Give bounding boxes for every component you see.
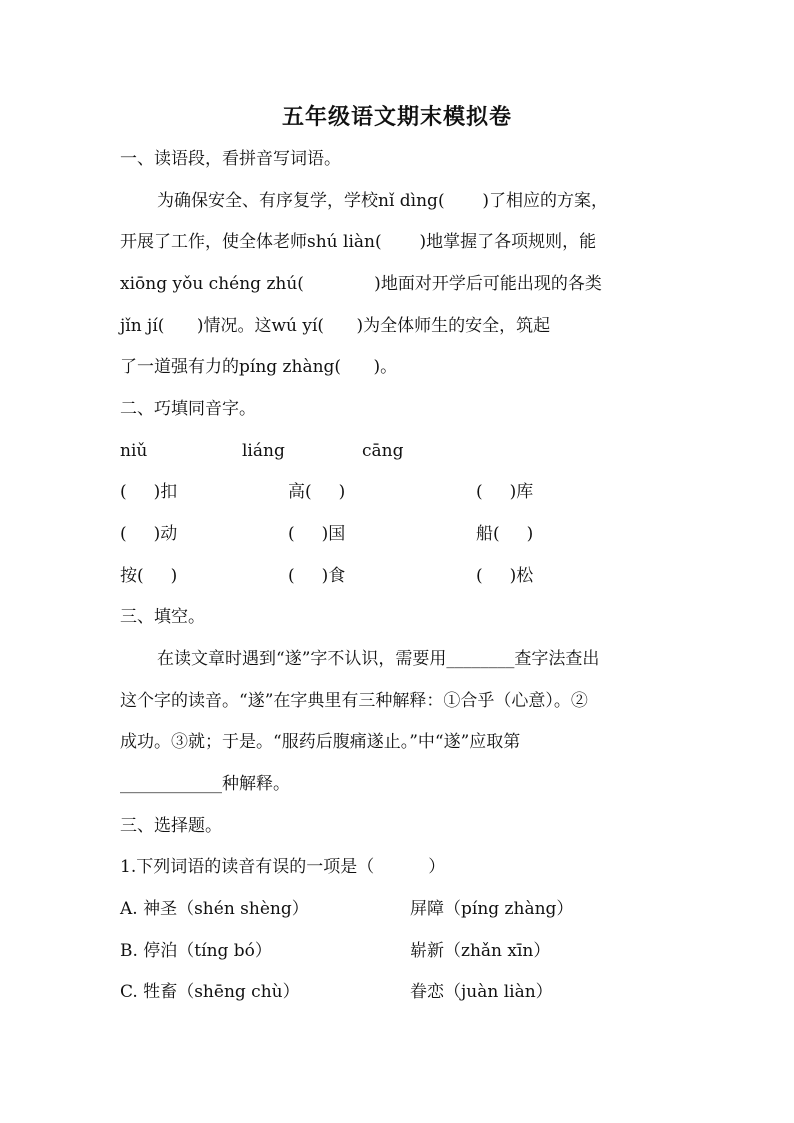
fill-cell: ( )库	[476, 482, 534, 502]
section3-line-1: 在读文章时遇到“遂”字不认识，需要用________查字法查出	[157, 649, 600, 669]
section1-line-3: xiōng yǒu chéng zhú( )地面对开学后可能出现的各类	[120, 274, 602, 294]
option-c-left: C. 牲畜（shēng chù）	[120, 982, 300, 1002]
section3-line-2: 这个字的读音。“遂”在字典里有三种解释：①合乎（心意）。②	[120, 691, 588, 711]
section1-heading: 一、读语段，看拼音写词语。	[120, 149, 341, 169]
question-1: 1.下列词语的读音有误的一项是（ ）	[120, 857, 446, 877]
pinyin-liang: liáng	[242, 441, 285, 461]
fill-cell: ( )扣	[120, 482, 178, 502]
fill-cell: 高( )	[288, 482, 346, 502]
option-b-left: B. 停泊（tíng bó）	[120, 941, 272, 961]
page-title: 五年级语文期末模拟卷	[281, 104, 512, 130]
section3-line-3: 成功。③就；于是。“服药后腹痛遂止。”中“遂”应取第	[120, 732, 521, 752]
section1-line-5: 了一道强有力的píng zhàng( )。	[120, 357, 398, 377]
section1-line-4: jǐn jí( )情况。这wú yí( )为全体师生的安全，筑起	[120, 316, 551, 336]
fill-cell: ( )国	[288, 524, 346, 544]
section3-heading: 三、填空。	[120, 607, 205, 627]
pinyin-cang: cāng	[362, 441, 404, 461]
option-a-left: A. 神圣（shén shèng）	[120, 899, 309, 919]
section1-line-2: 开展了工作，使全体老师shú liàn( )地掌握了各项规则，能	[120, 232, 597, 252]
option-a-right: 屏障（píng zhàng）	[410, 899, 574, 919]
section3-line-4: ____________种解释。	[120, 774, 290, 794]
fill-cell: 按( )	[120, 566, 178, 586]
fill-cell: 船( )	[476, 524, 534, 544]
fill-cell: ( )松	[476, 566, 534, 586]
fill-cell: ( )食	[288, 566, 346, 586]
option-c-right: 眷恋（juàn liàn）	[410, 982, 553, 1002]
section1-line-1: 为确保安全、有序复学，学校nǐ dìng( )了相应的方案，	[157, 191, 609, 211]
fill-cell: ( )动	[120, 524, 178, 544]
option-b-right: 崭新（zhǎn xīn）	[410, 941, 551, 961]
section4-heading: 三、选择题。	[120, 816, 222, 836]
section2-heading: 二、巧填同音字。	[120, 399, 256, 419]
pinyin-niu: niǔ	[120, 441, 148, 461]
